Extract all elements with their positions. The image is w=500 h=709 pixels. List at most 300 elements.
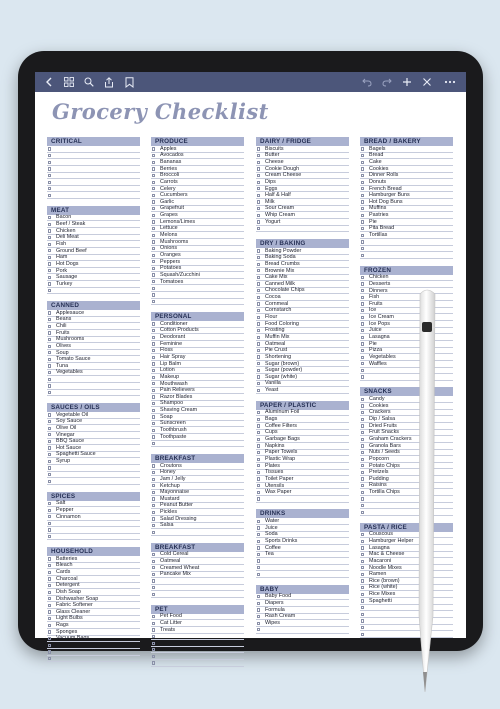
checkbox[interactable] [257,276,260,279]
checkbox[interactable] [257,559,260,562]
checkbox[interactable] [152,369,155,372]
checkbox[interactable] [48,630,51,633]
checkbox[interactable] [48,243,51,246]
checkbox[interactable] [257,375,260,378]
checkbox[interactable] [361,579,364,582]
checklist-item[interactable] [256,558,349,565]
checkbox[interactable] [48,282,51,285]
checklist-item[interactable] [360,252,453,259]
checkbox[interactable] [48,480,51,483]
checklist-item[interactable] [47,159,140,166]
checkbox[interactable] [48,427,51,430]
checkbox[interactable] [152,491,155,494]
checkbox[interactable] [361,424,364,427]
checkbox[interactable] [152,273,155,276]
checklist-item[interactable] [151,529,244,536]
checkbox[interactable] [257,451,260,454]
checkbox[interactable] [257,256,260,259]
checkbox[interactable] [257,497,260,500]
checkbox[interactable] [257,263,260,266]
checkbox[interactable] [257,289,260,292]
checkbox[interactable] [361,464,364,467]
checklist-item[interactable] [47,186,140,193]
checkbox[interactable] [48,174,51,177]
checkbox[interactable] [48,338,51,341]
checkbox[interactable] [152,147,155,150]
checkbox[interactable] [361,187,364,190]
checkbox[interactable] [152,402,155,405]
checkbox[interactable] [152,655,155,658]
checkbox[interactable] [361,174,364,177]
checkbox[interactable] [152,376,155,379]
checkbox[interactable] [257,194,260,197]
checkbox[interactable] [361,613,364,616]
checkbox[interactable] [257,553,260,556]
checkbox[interactable] [361,356,364,359]
checkbox[interactable] [257,362,260,365]
checkbox[interactable] [152,336,155,339]
checkbox[interactable] [48,351,51,354]
checkbox[interactable] [152,234,155,237]
checkbox[interactable] [361,560,364,563]
checkbox[interactable] [152,389,155,392]
checkbox[interactable] [152,517,155,520]
checklist-item[interactable] [151,572,244,579]
checkbox[interactable] [48,216,51,219]
checklist-item[interactable] [151,299,244,306]
checklist-item[interactable] [360,232,453,239]
checklist-item[interactable] [47,288,140,295]
checkbox[interactable] [48,181,51,184]
checkbox[interactable] [152,442,155,445]
checkbox[interactable] [48,364,51,367]
checkbox[interactable] [361,289,364,292]
checklist-item[interactable] [151,285,244,292]
checkbox[interactable] [257,181,260,184]
checklist-item[interactable] [47,472,140,479]
chevron-left-icon[interactable] [43,74,55,90]
checkbox[interactable] [257,389,260,392]
checklist-item[interactable] [256,226,349,233]
checkbox[interactable] [48,557,51,560]
checkbox[interactable] [152,154,155,157]
checkbox[interactable] [152,511,155,514]
checklist-item[interactable] [47,390,140,397]
checkbox[interactable] [152,573,155,576]
checkbox[interactable] [48,187,51,190]
bookmark-icon[interactable] [123,74,135,90]
checkbox[interactable] [152,478,155,481]
checkbox[interactable] [257,349,260,352]
checkbox[interactable] [48,657,51,660]
checkbox[interactable] [361,619,364,622]
checkbox[interactable] [48,371,51,374]
checklist-item[interactable] [47,465,140,472]
checkbox[interactable] [361,431,364,434]
checkbox[interactable] [257,431,260,434]
checkbox[interactable] [361,336,364,339]
checkbox[interactable] [361,227,364,230]
checkbox[interactable] [152,579,155,582]
checkbox[interactable] [152,429,155,432]
checkbox[interactable] [361,342,364,345]
checkbox[interactable] [361,626,364,629]
checkbox[interactable] [361,491,364,494]
checkbox[interactable] [152,293,155,296]
checkbox[interactable] [361,471,364,474]
checkbox[interactable] [152,622,155,625]
checkbox[interactable] [361,302,364,305]
grid-icon[interactable] [63,74,75,90]
checkbox[interactable] [48,276,51,279]
checkbox[interactable] [361,398,364,401]
checkbox[interactable] [361,606,364,609]
checklist-item[interactable] [47,478,140,485]
checkbox[interactable] [152,435,155,438]
checkbox[interactable] [152,504,155,507]
checkbox[interactable] [257,595,260,598]
checkbox[interactable] [152,464,155,467]
checklist-item[interactable] [151,578,244,585]
checkbox[interactable] [152,497,155,500]
plus-icon[interactable] [401,74,413,90]
checklist-item[interactable] [47,153,140,160]
checkbox[interactable] [361,194,364,197]
checklist-item[interactable] [256,571,349,578]
checkbox[interactable] [257,249,260,252]
checkbox[interactable] [361,477,364,480]
checkbox[interactable] [257,411,260,414]
checkbox[interactable] [257,154,260,157]
checkbox[interactable] [361,220,364,223]
checklist-item[interactable] [47,166,140,173]
checkbox[interactable] [48,433,51,436]
search-icon[interactable] [83,74,95,90]
checkbox[interactable] [152,214,155,217]
checklist-item[interactable] [151,627,244,634]
checkbox[interactable] [361,540,364,543]
checkbox[interactable] [257,369,260,372]
checkbox[interactable] [48,229,51,232]
checkbox[interactable] [361,404,364,407]
checkbox[interactable] [361,533,364,536]
checkbox[interactable] [257,608,260,611]
checkbox[interactable] [361,553,364,556]
checkbox[interactable] [152,240,155,243]
checklist-item[interactable] [151,585,244,592]
checkbox[interactable] [48,466,51,469]
checkbox[interactable] [48,223,51,226]
checklist-item[interactable] [47,521,140,528]
checkbox[interactable] [48,577,51,580]
checklist-item[interactable] [151,279,244,286]
checklist-item[interactable] [47,192,140,199]
checkbox[interactable] [48,289,51,292]
checkbox[interactable] [152,356,155,359]
checklist-item[interactable] [47,534,140,541]
checkbox[interactable] [152,531,155,534]
checkbox[interactable] [257,342,260,345]
checkbox[interactable] [257,309,260,312]
checkbox[interactable] [257,540,260,543]
checkbox[interactable] [48,604,51,607]
checkbox[interactable] [257,174,260,177]
checkbox[interactable] [48,194,51,197]
checkbox[interactable] [48,256,51,259]
checkbox[interactable] [257,484,260,487]
checkbox[interactable] [152,648,155,651]
wrench-icon[interactable] [421,74,433,90]
checkbox[interactable] [361,497,364,500]
checklist-item[interactable] [151,441,244,448]
checklist-item[interactable] [47,514,140,521]
checkbox[interactable] [361,369,364,372]
checkbox[interactable] [361,411,364,414]
checkbox[interactable] [361,240,364,243]
checkbox[interactable] [48,147,51,150]
checkbox[interactable] [361,633,364,636]
checkbox[interactable] [48,325,51,328]
checkbox[interactable] [152,349,155,352]
checkbox[interactable] [361,207,364,210]
checkbox[interactable] [48,331,51,334]
checkbox[interactable] [48,262,51,265]
checklist-item[interactable] [47,370,140,377]
checkbox[interactable] [152,181,155,184]
checklist-item[interactable] [256,565,349,572]
checkbox[interactable] [152,409,155,412]
checkbox[interactable] [152,329,155,332]
checkbox[interactable] [257,477,260,480]
checklist-item[interactable] [47,146,140,153]
checkbox[interactable] [48,564,51,567]
checklist-item[interactable] [360,239,453,246]
checkbox[interactable] [152,267,155,270]
checklist-item[interactable] [151,640,244,647]
checklist-item[interactable] [151,647,244,654]
checkbox[interactable] [152,642,155,645]
checkbox[interactable] [152,628,155,631]
checkbox[interactable] [152,471,155,474]
checkbox[interactable] [48,378,51,381]
more-icon[interactable] [443,74,457,90]
checkbox[interactable] [361,167,364,170]
checkbox[interactable] [48,597,51,600]
checkbox[interactable] [48,617,51,620]
checkbox[interactable] [152,635,155,638]
checkbox[interactable] [48,515,51,518]
checkbox[interactable] [257,382,260,385]
checklist-item[interactable] [151,634,244,641]
checkbox[interactable] [48,509,51,512]
checkbox[interactable] [48,460,51,463]
checkbox[interactable] [257,424,260,427]
checkbox[interactable] [361,247,364,250]
checkbox[interactable] [48,154,51,157]
checkbox[interactable] [48,318,51,321]
checkbox[interactable] [361,161,364,164]
checkbox[interactable] [257,573,260,576]
checkbox[interactable] [361,147,364,150]
checkbox[interactable] [361,504,364,507]
checkbox[interactable] [152,200,155,203]
checklist-item[interactable] [256,552,349,559]
checkbox[interactable] [257,207,260,210]
checkbox[interactable] [361,511,364,514]
checklist-item[interactable] [47,656,140,663]
checkbox[interactable] [48,591,51,594]
checklist-item[interactable] [47,527,140,534]
checkbox[interactable] [257,269,260,272]
checkbox[interactable] [257,533,260,536]
checkbox[interactable] [48,637,51,640]
checkbox[interactable] [257,322,260,325]
checkbox[interactable] [152,415,155,418]
checkbox[interactable] [48,249,51,252]
checkbox[interactable] [257,444,260,447]
checkbox[interactable] [361,316,364,319]
checkbox[interactable] [48,167,51,170]
checkbox[interactable] [48,269,51,272]
checkbox[interactable] [152,187,155,190]
checkbox[interactable] [257,418,260,421]
checkbox[interactable] [361,214,364,217]
checkbox[interactable] [152,220,155,223]
checklist-item[interactable] [47,173,140,180]
checkbox[interactable] [361,282,364,285]
checkbox[interactable] [152,280,155,283]
checkbox[interactable] [48,650,51,653]
checklist-item[interactable] [47,376,140,383]
checkbox[interactable] [257,566,260,569]
checkbox[interactable] [257,471,260,474]
checklist-item[interactable] [151,434,244,441]
checkbox[interactable] [257,147,260,150]
checkbox[interactable] [152,524,155,527]
checkbox[interactable] [361,276,364,279]
checkbox[interactable] [257,329,260,332]
checkbox[interactable] [361,451,364,454]
checkbox[interactable] [361,599,364,602]
checkbox[interactable] [152,227,155,230]
checkbox[interactable] [48,236,51,239]
checkbox[interactable] [361,200,364,203]
checkbox[interactable] [361,573,364,576]
checkbox[interactable] [152,593,155,596]
checkbox[interactable] [48,391,51,394]
checkbox[interactable] [257,200,260,203]
checkbox[interactable] [48,571,51,574]
checkbox[interactable] [48,644,51,647]
checkbox[interactable] [152,395,155,398]
checkbox[interactable] [361,593,364,596]
checkbox[interactable] [48,311,51,314]
checkbox[interactable] [257,336,260,339]
checkbox[interactable] [361,438,364,441]
checkbox[interactable] [361,484,364,487]
checkbox[interactable] [361,566,364,569]
checkbox[interactable] [257,520,260,523]
checkbox[interactable] [152,174,155,177]
checkbox[interactable] [48,440,51,443]
undo-icon[interactable] [361,74,373,90]
checkbox[interactable] [152,422,155,425]
checkbox[interactable] [361,458,364,461]
checkbox[interactable] [152,586,155,589]
checkbox[interactable] [152,615,155,618]
checklist-item[interactable] [256,387,349,394]
checkbox[interactable] [152,553,155,556]
checkbox[interactable] [257,161,260,164]
checkbox[interactable] [48,446,51,449]
checkbox[interactable] [361,362,364,365]
checkbox[interactable] [361,296,364,299]
checkbox[interactable] [257,622,260,625]
checkbox[interactable] [152,300,155,303]
checkbox[interactable] [48,161,51,164]
checkbox[interactable] [48,584,51,587]
checkbox[interactable] [152,260,155,263]
checkbox[interactable] [361,254,364,257]
checkbox[interactable] [48,453,51,456]
checkbox[interactable] [257,167,260,170]
checkbox[interactable] [48,358,51,361]
checkbox[interactable] [152,661,155,664]
checkbox[interactable] [257,526,260,529]
checkbox[interactable] [152,382,155,385]
checklist-item[interactable] [151,660,244,667]
checkbox[interactable] [152,254,155,257]
checklist-item[interactable] [47,383,140,390]
checklist-item[interactable] [256,496,349,503]
checkbox[interactable] [257,602,260,605]
checkbox[interactable] [152,566,155,569]
checkbox[interactable] [48,535,51,538]
checkbox[interactable] [152,287,155,290]
checkbox[interactable] [257,187,260,190]
checkbox[interactable] [257,355,260,358]
checkbox[interactable] [361,349,364,352]
checkbox[interactable] [152,322,155,325]
checkbox[interactable] [361,375,364,378]
checkbox[interactable] [257,546,260,549]
checkbox[interactable] [257,282,260,285]
checkbox[interactable] [152,207,155,210]
checklist-item[interactable] [47,458,140,465]
checkbox[interactable] [257,491,260,494]
checkbox[interactable] [152,484,155,487]
checklist-item[interactable] [151,653,244,660]
checkbox[interactable] [48,420,51,423]
checkbox[interactable] [361,309,364,312]
checklist-item[interactable] [256,627,349,634]
checkbox[interactable] [361,234,364,237]
checkbox[interactable] [257,458,260,461]
checkbox[interactable] [257,296,260,299]
checkbox[interactable] [48,413,51,416]
checklist-item[interactable] [256,620,349,627]
checklist-item[interactable] [151,292,244,299]
share-icon[interactable] [103,74,115,90]
checkbox[interactable] [257,628,260,631]
checkbox[interactable] [361,181,364,184]
checkbox[interactable] [361,322,364,325]
checkbox[interactable] [152,167,155,170]
checkbox[interactable] [48,384,51,387]
checkbox[interactable] [48,473,51,476]
checklist-item[interactable] [151,523,244,530]
checkbox[interactable] [152,247,155,250]
